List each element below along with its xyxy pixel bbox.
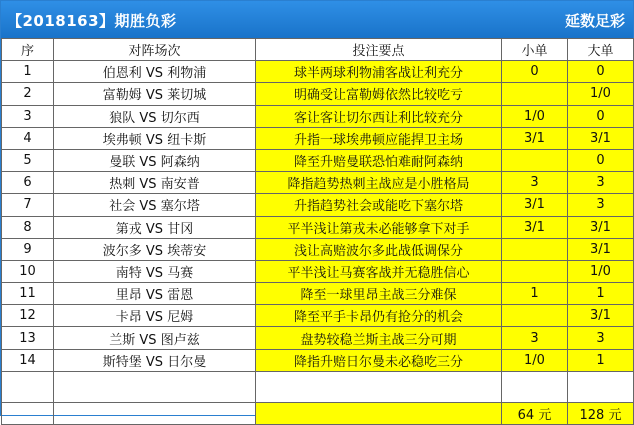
tip-cell: 降指趋势热刺主战应是小胜格局	[256, 172, 502, 194]
row-index: 7	[2, 194, 54, 216]
table-row	[2, 127, 634, 149]
tip-cell: 平半浅让第戎未必能够拿下对手	[256, 216, 502, 238]
small-pick-cell: 3	[502, 172, 568, 194]
tip-cell: 客让客让切尔西让利比较充分	[256, 105, 502, 127]
tip-cell: 浅让高赔波尔多此战低调保分	[256, 238, 502, 260]
small-pick-cell	[502, 305, 568, 327]
match-cell: 南特 VS 马赛	[54, 260, 256, 282]
table-row	[2, 194, 634, 216]
tip-cell: 降至一球里昂主战三分难保	[256, 283, 502, 305]
blank-cell	[54, 371, 256, 402]
tip-cell: 盘势较稳兰斯主战三分可期	[256, 327, 502, 349]
row-index: 3	[2, 105, 54, 127]
big-pick-cell: 1	[568, 349, 634, 371]
big-pick-cell: 0	[568, 149, 634, 171]
small-pick-cell: 1	[502, 283, 568, 305]
row-index: 2	[2, 83, 54, 105]
small-pick-cell: 1/0	[502, 105, 568, 127]
betting-table	[1, 38, 634, 425]
totals-row	[2, 402, 634, 424]
row-index: 14	[2, 349, 54, 371]
col-header-big: 大单	[568, 39, 634, 61]
table-row	[2, 305, 634, 327]
row-index: 12	[2, 305, 54, 327]
table-row	[2, 61, 634, 83]
big-pick-cell: 1	[568, 283, 634, 305]
col-header-tip: 投注要点	[256, 39, 502, 61]
blank-cell	[568, 371, 634, 402]
big-pick-cell: 1/0	[568, 260, 634, 282]
table-row	[2, 238, 634, 260]
match-cell: 伯恩利 VS 利物浦	[54, 61, 256, 83]
small-pick-cell	[502, 83, 568, 105]
table-row	[2, 283, 634, 305]
row-index: 1	[2, 61, 54, 83]
col-header-small: 小单	[502, 39, 568, 61]
tip-cell: 球半两球利物浦客战让利充分	[256, 61, 502, 83]
match-cell: 富勒姆 VS 莱切城	[54, 83, 256, 105]
row-index: 8	[2, 216, 54, 238]
big-pick-cell: 3/1	[568, 305, 634, 327]
row-index: 13	[2, 327, 54, 349]
small-pick-cell	[502, 238, 568, 260]
row-index: 6	[2, 172, 54, 194]
match-cell: 里昂 VS 雷恩	[54, 283, 256, 305]
blank-cell	[502, 371, 568, 402]
table-row	[2, 83, 634, 105]
tip-cell: 升指趋势社会或能吃下塞尔塔	[256, 194, 502, 216]
table-row	[2, 172, 634, 194]
col-header-match: 对阵场次	[54, 39, 256, 61]
match-cell: 卡昂 VS 尼姆	[54, 305, 256, 327]
table-row	[2, 327, 634, 349]
blank-cell	[256, 371, 502, 402]
big-pick-cell: 3	[568, 194, 634, 216]
brand-label: 延数足彩	[564, 12, 625, 30]
table-row	[2, 216, 634, 238]
small-pick-cell: 3/1	[502, 127, 568, 149]
match-cell: 斯特堡 VS 日尔曼	[54, 349, 256, 371]
blank-row	[2, 371, 634, 402]
big-pick-cell: 3/1	[568, 238, 634, 260]
table-header-row	[2, 39, 634, 61]
big-pick-cell: 3	[568, 327, 634, 349]
blank-cell	[2, 371, 54, 402]
row-index: 4	[2, 127, 54, 149]
table-row	[2, 260, 634, 282]
small-pick-cell: 1/0	[502, 349, 568, 371]
total-small-cost: 64 元	[502, 402, 568, 424]
small-pick-cell	[502, 260, 568, 282]
row-index: 11	[2, 283, 54, 305]
row-index: 5	[2, 149, 54, 171]
small-pick-cell: 3	[502, 327, 568, 349]
match-cell: 兰斯 VS 图卢兹	[54, 327, 256, 349]
tip-cell: 升指一球埃弗顿应能捍卫主场	[256, 127, 502, 149]
tip-cell: 明确受让富勒姆依然比较吃亏	[256, 83, 502, 105]
small-pick-cell: 0	[502, 61, 568, 83]
big-pick-cell: 0	[568, 105, 634, 127]
small-pick-cell: 3/1	[502, 216, 568, 238]
match-cell: 第戎 VS 甘冈	[54, 216, 256, 238]
small-pick-cell	[502, 149, 568, 171]
tip-cell: 平半浅让马赛客战并无稳胜信心	[256, 260, 502, 282]
big-pick-cell: 3/1	[568, 127, 634, 149]
totals-tip-cell	[256, 402, 502, 424]
table-row	[2, 349, 634, 371]
match-cell: 狼队 VS 切尔西	[54, 105, 256, 127]
tip-cell: 降至升赔曼联恐怕难耐阿森纳	[256, 149, 502, 171]
small-pick-cell: 3/1	[502, 194, 568, 216]
match-cell: 曼联 VS 阿森纳	[54, 149, 256, 171]
table-body	[2, 61, 634, 372]
tip-cell: 降至平手卡昂仍有抢分的机会	[256, 305, 502, 327]
match-cell: 社会 VS 塞尔塔	[54, 194, 256, 216]
row-index: 9	[2, 238, 54, 260]
table-row	[2, 149, 634, 171]
big-pick-cell: 1/0	[568, 83, 634, 105]
totals-index-cell	[2, 402, 54, 424]
total-big-cost: 128 元	[568, 402, 634, 424]
match-cell: 埃弗顿 VS 纽卡斯	[54, 127, 256, 149]
big-pick-cell: 3/1	[568, 216, 634, 238]
panel-header	[1, 1, 633, 38]
big-pick-cell: 0	[568, 61, 634, 83]
match-cell: 波尔多 VS 埃蒂安	[54, 238, 256, 260]
col-header-index: 序	[2, 39, 54, 61]
totals-match-cell	[54, 402, 256, 424]
big-pick-cell: 3	[568, 172, 634, 194]
issue-title: 【2018163】期胜负彩	[7, 12, 177, 30]
table-row	[2, 105, 634, 127]
row-index: 10	[2, 260, 54, 282]
match-cell: 热刺 VS 南安普	[54, 172, 256, 194]
tip-cell: 降指升赔日尔曼未必稳吃三分	[256, 349, 502, 371]
